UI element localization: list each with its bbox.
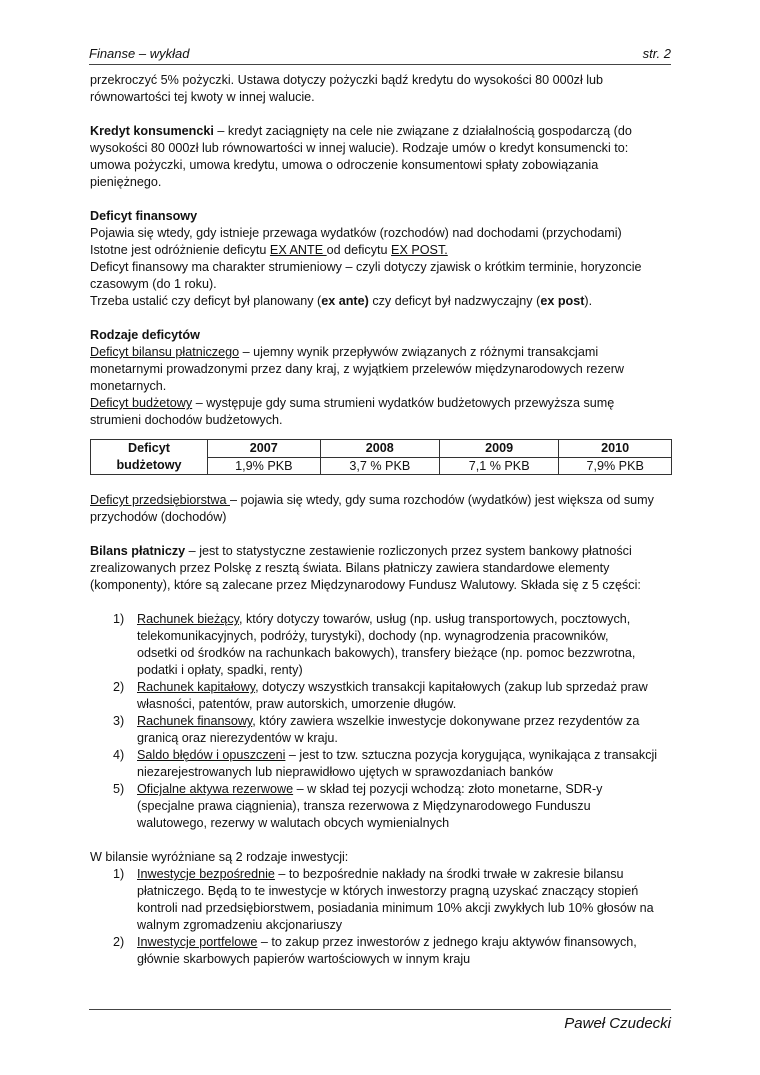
list-item: 3) Rachunek finansowy, który zawiera wszelkie inwestycje dokonywane przez rezydentów za granicą oraz nierezydentów w kraju. xyxy=(113,714,640,745)
text-line: Deficyt finansowy ma charakter strumieniowy – czyli dotyczy zjawisk o krótkim terminie, horyzoncie xyxy=(90,260,642,274)
list-item: 1) Rachunek bieżący, który dotyczy towarów, usług (np. usług transportowych, pocztowych, telekomunikacyjnych, podróży, turystyki), dochody (np. wynagrodzenia pracowników, odsetki od środków na rachunkach bakowych), transfery bieżące (np. pomoc bezzwrotna, podatki i opłaty, spadki, renty) xyxy=(113,612,636,677)
section-heading: Deficyt finansowy xyxy=(90,209,198,223)
document-body xyxy=(90,72,672,968)
table-year-header: 2009 xyxy=(439,440,558,458)
text-line: równowartości tej kwoty w innej walucie. xyxy=(90,90,315,104)
term-deficyt-bilansu: Deficyt bilansu płatniczego xyxy=(90,345,240,359)
list-item: 1) Inwestycje bezpośrednie – to bezpośrednie nakłady na środki trwałe w zakresie bilansu płatniczego. Będą to te inwestycje w których inwestorzy pragną uzyskać znaczący stopień kontroli nad przedsiębiorstwem, posiadania minimum 10% akcji zwykłych lub 10% głosów na walnym zgromadzeniu akcjonariuszy xyxy=(113,867,654,932)
text-line: Trzeba ustalić czy deficyt był planowany ( xyxy=(90,294,322,308)
list-number: 2) xyxy=(113,680,125,694)
list-term: Rachunek kapitałowy xyxy=(137,680,256,694)
bilans-components-list xyxy=(90,611,672,832)
table-row xyxy=(91,440,672,458)
page-number: str. 2 xyxy=(642,46,671,61)
bold-ex-post: ex post xyxy=(540,294,585,308)
list-item: 4) Saldo błędów i opuszczeni – jest to tzw. sztuczna pozycja korygująca, wynikająca z transakcji niezarejestrowanych lub nieprawidłowo ujętych w sprawozdaniach banków xyxy=(113,748,658,779)
text-line: (komponenty), które są zalecane przez Międzynarodowy Fundusz Walutowy. Składa się z 5 części: xyxy=(90,578,641,592)
table-year-header: 2007 xyxy=(208,440,321,458)
list-number: 4) xyxy=(113,748,125,762)
table-year-header: 2010 xyxy=(559,440,672,458)
list-number: 5) xyxy=(113,782,125,796)
list-term: Saldo błędów i opuszczeni xyxy=(137,748,286,762)
list-item: 2) Inwestycje portfelowe – to zakup przez inwestorów z jednego kraju aktywów finansowych, głównie skarbowych papierów wartościowych w innym kraju xyxy=(113,935,637,966)
text-line: monetarnych. xyxy=(90,379,167,393)
header-title: Finanse – wykład xyxy=(89,46,190,61)
text-line: ). xyxy=(584,294,593,308)
section-rodzaje-deficytow xyxy=(90,327,672,429)
text-line: Istotne jest odróżnienie deficytu xyxy=(90,243,270,257)
text-line: strumieni dochodów budżetowych. xyxy=(90,413,283,427)
text-line: przychodów (dochodów) xyxy=(90,510,227,524)
text-line: wysokości 80 000zł lub równowartości w innej walucie). Rodzaje umów o kredyt konsumencki to: xyxy=(90,141,629,155)
author-signature: Paweł Czudecki xyxy=(564,1015,671,1032)
term-ex-ante: EX ANTE xyxy=(269,243,327,257)
list-number: 1) xyxy=(113,612,125,626)
text-line: od deficytu xyxy=(326,243,392,257)
list-number: 2) xyxy=(113,935,125,949)
table-cell: 7,9% PKB xyxy=(559,457,672,475)
paragraph-inwestycje-intro: W bilansie wyróżniane są 2 rodzaje inwestycji: xyxy=(90,850,349,864)
list-item: 5) Oficjalne aktywa rezerwowe – w skład tej pozycji wchodzą: złoto monetarne, SDR-y (specjalne prawa ciągnienia), transza rezerwowa z Międzynarodowego Funduszu walutowego, rezerwy w walutach obcych wymienialnych xyxy=(113,782,603,830)
text-line: przekroczyć 5% pożyczki. Ustawa dotyczy pożyczki bądź kredytu do wysokości 80 000zł lub xyxy=(90,73,604,87)
list-term: Rachunek finansowy xyxy=(137,714,253,728)
paragraph-bilans-platniczy xyxy=(90,543,672,594)
page-footer xyxy=(89,1009,671,1032)
section-heading: Rodzaje deficytów xyxy=(90,328,200,342)
text-line: – kredyt zaciągnięty na cele nie związane z działalnością gospodarczą (do xyxy=(213,124,632,138)
list-number: 3) xyxy=(113,714,125,728)
text-line: monetarnymi prowadzonymi przez dany kraj, z wyjątkiem przelewów międzynarodowych rezerw xyxy=(90,362,625,376)
table-year-header: 2008 xyxy=(320,440,439,458)
list-term: Inwestycje portfelowe xyxy=(137,935,258,949)
table-row-label: Deficyt budżetowy xyxy=(91,440,208,475)
list-term: Rachunek bieżący xyxy=(137,612,239,626)
list-number: 1) xyxy=(113,867,125,881)
list-term: Inwestycje bezpośrednie xyxy=(137,867,275,881)
paragraph-continuation xyxy=(90,72,672,106)
term-deficyt-budzetowy: Deficyt budżetowy xyxy=(90,396,193,410)
page-header xyxy=(89,44,671,65)
table-cell: 3,7 % PKB xyxy=(320,457,439,475)
list-item: 2) Rachunek kapitałowy, dotyczy wszystkich transakcji kapitałowych (zakup lub sprzedaż praw własności, patentów, praw autorskich, umorzenie długów. xyxy=(113,680,648,711)
text-line: czy deficyt był nadzwyczajny ( xyxy=(368,294,541,308)
section-deficyt-finansowy xyxy=(90,208,672,310)
table-cell: 7,1 % PKB xyxy=(439,457,558,475)
deficit-table xyxy=(90,439,672,475)
term-kredyt-konsumencki: Kredyt konsumencki xyxy=(90,124,214,138)
term-bilans-platniczy: Bilans płatniczy xyxy=(90,544,186,558)
bold-ex-ante: ex ante) xyxy=(321,294,369,308)
text-line: zrealizowanych przez Polskę z resztą świata. Bilans płatniczy zawiera standardowe elementy xyxy=(90,561,610,575)
investment-types-list xyxy=(90,866,672,968)
list-term: Oficjalne aktywa rezerwowe xyxy=(137,782,294,796)
paragraph-kredyt-konsumencki xyxy=(90,123,672,191)
paragraph-deficyt-przedsiebiorstwa xyxy=(90,492,672,526)
table-cell: 1,9% PKB xyxy=(208,457,321,475)
text-line: pieniężnego. xyxy=(90,175,162,189)
term-deficyt-przedsiebiorstwa: Deficyt przedsiębiorstwa xyxy=(90,493,230,507)
text-line: umowa pożyczki, umowa kredytu, umowa o odroczenie konsumentowi spłaty zobowiązania xyxy=(90,158,599,172)
text-line: czasowym (do 1 roku). xyxy=(90,277,217,291)
term-ex-post: EX POST. xyxy=(391,243,448,257)
text-line: Pojawia się wtedy, gdy istnieje przewaga wydatków (rozchodów) nad dochodami (przychodami) xyxy=(90,226,622,240)
text-line: – jest to statystyczne zestawienie rozliczonych przez system bankowy płatności xyxy=(185,544,632,558)
text-line: – ujemny wynik przepływów związanych z różnymi transakcjami xyxy=(239,345,599,359)
text-line: – występuje gdy suma strumieni wydatków budżetowych przewyższa sumę xyxy=(192,396,615,410)
text-line: – pojawia się wtedy, gdy suma rozchodów (wydatków) jest większa od sumy xyxy=(229,493,654,507)
